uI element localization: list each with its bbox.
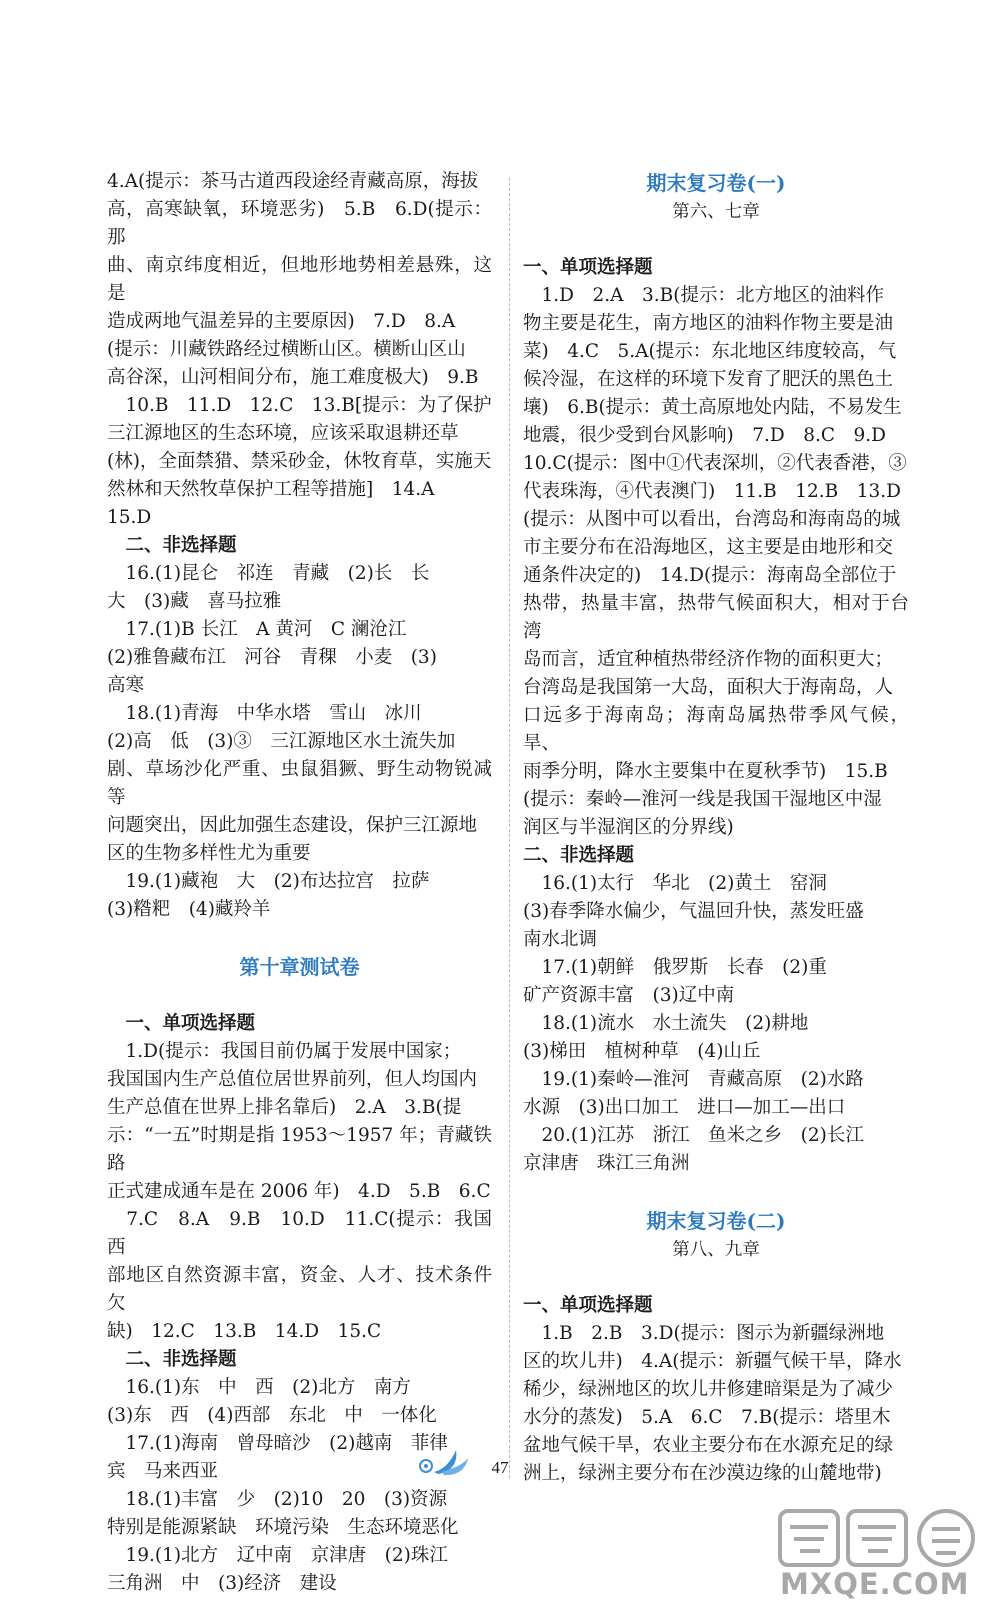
text-line: 18.(1)丰富 少 (2)10 20 (3)资源 bbox=[107, 1489, 448, 1510]
watermark-logo bbox=[776, 1507, 986, 1601]
text-line: (3)梯田 植树种草 (4)山丘 bbox=[523, 1041, 761, 1062]
text-line: (林)，全面禁猎、禁采砂金，休牧育草，实施天 bbox=[107, 451, 492, 472]
text-line: 16.(1)太行 华北 (2)黄土 窑洞 bbox=[523, 873, 827, 894]
text-line: 壤) 6.B(提示：黄土高原地处内陆，不易发生 bbox=[523, 397, 902, 418]
text-line: 20.(1)江苏 浙江 鱼米之乡 (2)长江 bbox=[523, 1125, 864, 1146]
text-line: 南水北调 bbox=[523, 929, 598, 950]
text-line: 一、单项选择题 bbox=[523, 1295, 653, 1316]
text-line: 一、单项选择题 bbox=[107, 1013, 256, 1034]
text-line: 高寒 bbox=[107, 675, 145, 696]
text-line: 高谷深，山河相间分布，施工难度极大) 9.B bbox=[107, 367, 479, 388]
text-line: 大 (3)藏 喜马拉雅 bbox=[107, 591, 282, 612]
text-line: 4.A(提示：茶马古道西段途经青藏高原，海拔 bbox=[107, 171, 479, 192]
text-line: 19.(1)藏袍 大 (2)布达拉宫 拉萨 bbox=[107, 871, 430, 892]
text-line: 示：“一五”时期是指 1953～1957 年；青藏铁路 bbox=[107, 1125, 492, 1174]
text-line: (3)春季降水偏少，气温回升快，蒸发旺盛 bbox=[523, 901, 864, 922]
text-line: 宾 马来西亚 bbox=[107, 1461, 219, 1482]
text-line: 部地区自然资源丰富，资金、人才、技术条件欠 bbox=[107, 1265, 492, 1314]
left-column bbox=[107, 168, 492, 1598]
text-line: 15.D bbox=[107, 507, 152, 528]
text-line: 物主要是花生，南方地区的油料作物主要是油 bbox=[523, 313, 894, 334]
text-line: (提示：秦岭—淮河一线是我国干湿地区中湿 bbox=[523, 789, 882, 810]
text-line: 1.D 2.A 3.B(提示：北方地区的油料作 bbox=[523, 285, 884, 306]
text-line: 雨季分明，降水主要集中在夏秋季节) 15.B bbox=[523, 761, 888, 782]
text-line: 正式建成通车是在 2006 年) 4.D 5.B 6.C bbox=[107, 1181, 491, 1202]
spacer bbox=[523, 226, 909, 254]
text-line: 剧、草场沙化严重、虫鼠猖獗、野生动物锐减等 bbox=[107, 759, 492, 808]
text-line: 水源 (3)出口加工 进口—加工—出口 bbox=[523, 1097, 846, 1118]
section-heading: 期末复习卷(一) bbox=[646, 171, 786, 195]
text-line: 然林和天然牧草保护工程等措施] 14.A bbox=[107, 479, 435, 500]
text-line: 菜) 4.C 5.A(提示：东北地区纬度较高，气 bbox=[523, 341, 897, 362]
text-line: 7.C 8.A 9.B 10.D 11.C(提示：我国西 bbox=[107, 1209, 492, 1258]
text-line: 1.D(提示：我国目前仍属于发展中国家； bbox=[107, 1041, 462, 1062]
text-line: 18.(1)青海 中华水塔 雪山 冰川 bbox=[107, 703, 422, 724]
text-line: 曲、南京纬度相近，但地形地势相差悬殊，这是 bbox=[107, 255, 492, 304]
text-line: 一、单项选择题 bbox=[523, 257, 653, 278]
spacer bbox=[523, 1264, 909, 1292]
text-line: 16.(1)东 中 西 (2)北方 南方 bbox=[107, 1377, 411, 1398]
text-line: (提示：从图中可以看出，台湾岛和海南岛的城 bbox=[523, 509, 901, 530]
text-line: 16.(1)昆仑 祁连 青藏 (2)长 长 bbox=[107, 563, 430, 584]
page-number: 47 bbox=[491, 1458, 509, 1477]
text-line: (3)糌粑 (4)藏羚羊 bbox=[107, 899, 271, 920]
text-line: 生产总值在世界上排名靠后) 2.A 3.B(提 bbox=[107, 1097, 462, 1118]
text-line: 二、非选择题 bbox=[107, 535, 237, 556]
text-line: 19.(1)北方 辽中南 京津唐 (2)珠江 bbox=[107, 1545, 448, 1566]
section-subheading: 第六、七章 bbox=[672, 202, 760, 222]
text-line: 10.C(提示：图中①代表深圳，②代表香港，③ bbox=[523, 453, 907, 474]
text-line: 市主要分布在沿海地区，这主要是由地形和交 bbox=[523, 537, 894, 558]
text-line: 盆地气候干旱，农业主要分布在水源充足的绿 bbox=[523, 1435, 894, 1456]
text-line: (提示：川藏铁路经过横断山区。横断山区山 bbox=[107, 339, 466, 360]
text-line: 区的生物多样性尤为重要 bbox=[107, 843, 311, 864]
text-line: 17.(1)B 长江 A 黄河 C 澜沧江 bbox=[107, 619, 407, 640]
text-line: 代表珠海，④代表澳门) 11.B 12.B 13.D bbox=[523, 481, 902, 502]
text-line: 岛而言，适宜种植热带经济作物的面积更大； bbox=[523, 649, 894, 670]
text-line: 台湾岛是我国第一大岛，面积大于海南岛，人 bbox=[523, 677, 894, 698]
section-subheading: 第八、九章 bbox=[672, 1240, 760, 1260]
right-column bbox=[523, 168, 909, 1488]
text-line: 通条件决定的) 14.D(提示：海南岛全部位于 bbox=[523, 565, 897, 586]
text-line: 高，高寒缺氧，环境恶劣) 5.B 6.D(提示：那 bbox=[107, 199, 492, 248]
text-line: 18.(1)流水 水土流失 (2)耕地 bbox=[523, 1013, 809, 1034]
text-line: 1.B 2.B 3.D(提示：图示为新疆绿洲地 bbox=[523, 1323, 885, 1344]
text-line: 缺) 12.C 13.B 14.D 15.C bbox=[107, 1321, 382, 1342]
text-line: 京津唐 珠江三角洲 bbox=[523, 1153, 690, 1174]
section-heading: 期末复习卷(二) bbox=[646, 1209, 786, 1233]
text-line: 二、非选择题 bbox=[107, 1349, 237, 1370]
leaf-ornament-icon bbox=[412, 1442, 472, 1482]
text-line: 特别是能源紧缺 环境污染 生态环境恶化 bbox=[107, 1517, 459, 1538]
text-line: 矿产资源丰富 (3)辽中南 bbox=[523, 985, 735, 1006]
text-line: (2)高 低 (3)③ 三江源地区水土流失加 bbox=[107, 731, 456, 752]
text-line: (3)东 西 (4)西部 东北 中 一体化 bbox=[107, 1405, 437, 1426]
text-line: 19.(1)秦岭—淮河 青藏高原 (2)水路 bbox=[523, 1069, 864, 1090]
text-line: 区的坎儿井) 4.A(提示：新疆气候干旱，降水 bbox=[523, 1351, 902, 1372]
spacer bbox=[107, 982, 492, 1010]
section-heading: 第十章测试卷 bbox=[239, 955, 360, 979]
text-line: 稀少，绿洲地区的坎儿井修建暗渠是为了减少 bbox=[523, 1379, 894, 1400]
text-line: 洲上，绿洲主要分布在沙漠边缘的山麓地带) bbox=[523, 1463, 882, 1484]
text-line: 二、非选择题 bbox=[523, 845, 635, 866]
text-line: (2)雅鲁藏布江 河谷 青稞 小麦 (3) bbox=[107, 647, 437, 668]
text-line: 17.(1)朝鲜 俄罗斯 长春 (2)重 bbox=[523, 957, 827, 978]
text-line: 口远多于海南岛；海南岛属热带季风气候，旱、 bbox=[523, 705, 909, 754]
column-divider bbox=[509, 178, 510, 1478]
text-line: 三角洲 中 (3)经济 建设 bbox=[107, 1573, 337, 1594]
text-line: 热带，热量丰富，热带气候面积大，相对于台湾 bbox=[523, 593, 909, 642]
spacer bbox=[107, 924, 492, 952]
text-line: 地震，很少受到台风影响) 7.D 8.C 9.D bbox=[523, 425, 886, 446]
watermark-url: MXQE.COM bbox=[780, 1567, 970, 1601]
text-line: 我国国内生产总值位居世界前列，但人均国内 bbox=[107, 1069, 478, 1090]
text-line: 10.B 11.D 12.C 13.B[提示：为了保护 bbox=[107, 395, 492, 416]
text-line: 候冷湿，在这样的环境下发育了肥沃的黑色土 bbox=[523, 369, 894, 390]
text-line: 问题突出，因此加强生态建设，保护三江源地 bbox=[107, 815, 478, 836]
text-line: 润区与半湿润区的分界线) bbox=[523, 817, 734, 838]
text-line: 造成两地气温差异的主要原因) 7.D 8.A bbox=[107, 311, 456, 332]
text-line: 水分的蒸发) 5.A 6.C 7.B(提示：塔里木 bbox=[523, 1407, 891, 1428]
text-line: 17.(1)海南 曾母暗沙 (2)越南 菲律 bbox=[107, 1433, 448, 1454]
text-line: 三江源地区的生态环境，应该采取退耕还草 bbox=[107, 423, 459, 444]
spacer bbox=[523, 1178, 909, 1206]
